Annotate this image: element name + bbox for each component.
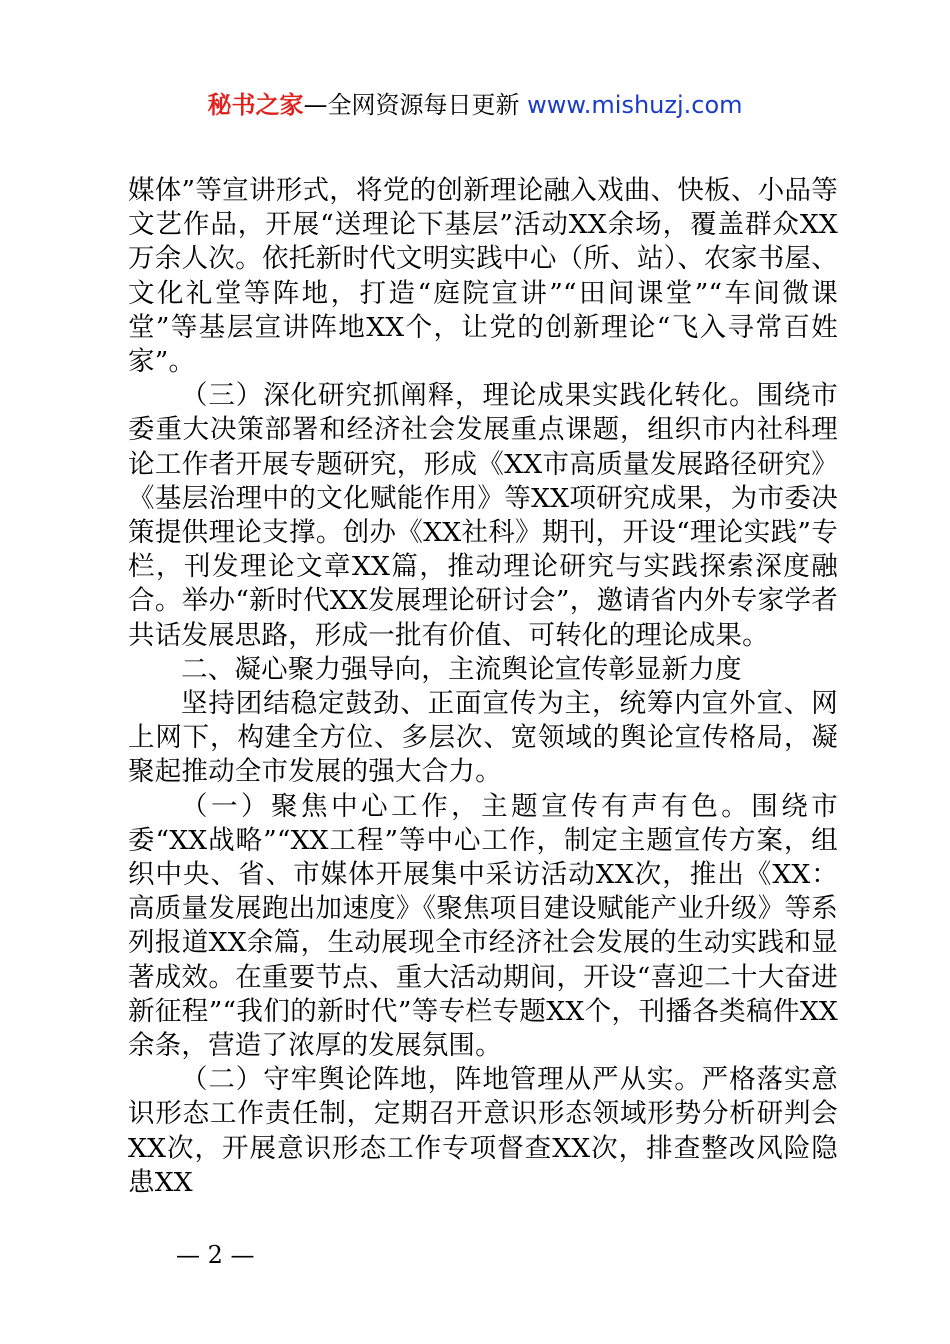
paragraph-2: （三）深化研究抓阐释，理论成果实践化转化。围绕市委重大决策部署和经济社会发展重点课题，组织市内社科理论工作者开展专题研究，形成《XX市高质量发展路径研究》《基层治理中的文化赋能作用》等XX项研究成果，为市委决策提供理论支撑。创办《XX社科》期刊，开设“理论实践”专栏，刊发理论文章XX篇，推动理论研究与实践探索深度融合。举办“新时代XX发展理论研讨会”，邀请省内外专家学者共话发展思路，形成一批有价值、可转化的理论成果。	[128, 380, 838, 651]
paragraph-4: 坚持团结稳定鼓劲、正面宣传为主，统筹内宣外宣、网上网下，构建全方位、多层次、宽领域的舆论宣传格局，凝聚起推动全市发展的强大合力。	[128, 688, 838, 788]
paragraph-1: 媒体”等宣讲形式，将党的创新理论融入戏曲、快板、小品等文艺作品，开展“送理论下基层”活动XX余场，覆盖群众XX万余人次。依托新时代文明实践中心（所、站）、农家书屋、文化礼堂等阵地，打造“庭院宣讲”“田间课堂”“车间微课堂”等基层宣讲阵地XX个，让党的创新理论“飞入寻常百姓家”。	[128, 175, 838, 378]
banner-url[interactable]: www.mishuzj.com	[527, 91, 743, 119]
document-body	[128, 174, 838, 1200]
page-number: — 2 —	[176, 1241, 255, 1269]
banner-slogan: —全网资源每日更新	[303, 91, 520, 119]
paragraph-5: （一）聚焦中心工作，主题宣传有声有色。围绕市委“XX战略”“XX工程”等中心工作，制定主题宣传方案，组织中央、省、市媒体开展集中采访活动XX次，推出《XX：高质量发展跑出加速度》《聚焦项目建设赋能产业升级》等系列报道XX余篇，生动展现全市经济社会发展的生动实践和显著成效。在重要节点、重大活动期间，开设“喜迎二十大奋进新征程”“我们的新时代”等专栏专题XX个，刊播各类稿件XX余条，营造了浓厚的发展氛围。	[128, 790, 838, 1062]
section-heading: 二、凝心聚力强导向，主流舆论宣传彰显新力度	[181, 653, 742, 685]
site-banner	[0, 88, 950, 122]
paragraph-6: （二）守牢舆论阵地，阵地管理从严从实。严格落实意识形态工作责任制，定期召开意识形态领域形势分析研判会XX次，开展意识形态工作专项督查XX次，排查整改风险隐患XX	[128, 1064, 838, 1198]
banner-brand: 秘书之家	[207, 91, 304, 119]
